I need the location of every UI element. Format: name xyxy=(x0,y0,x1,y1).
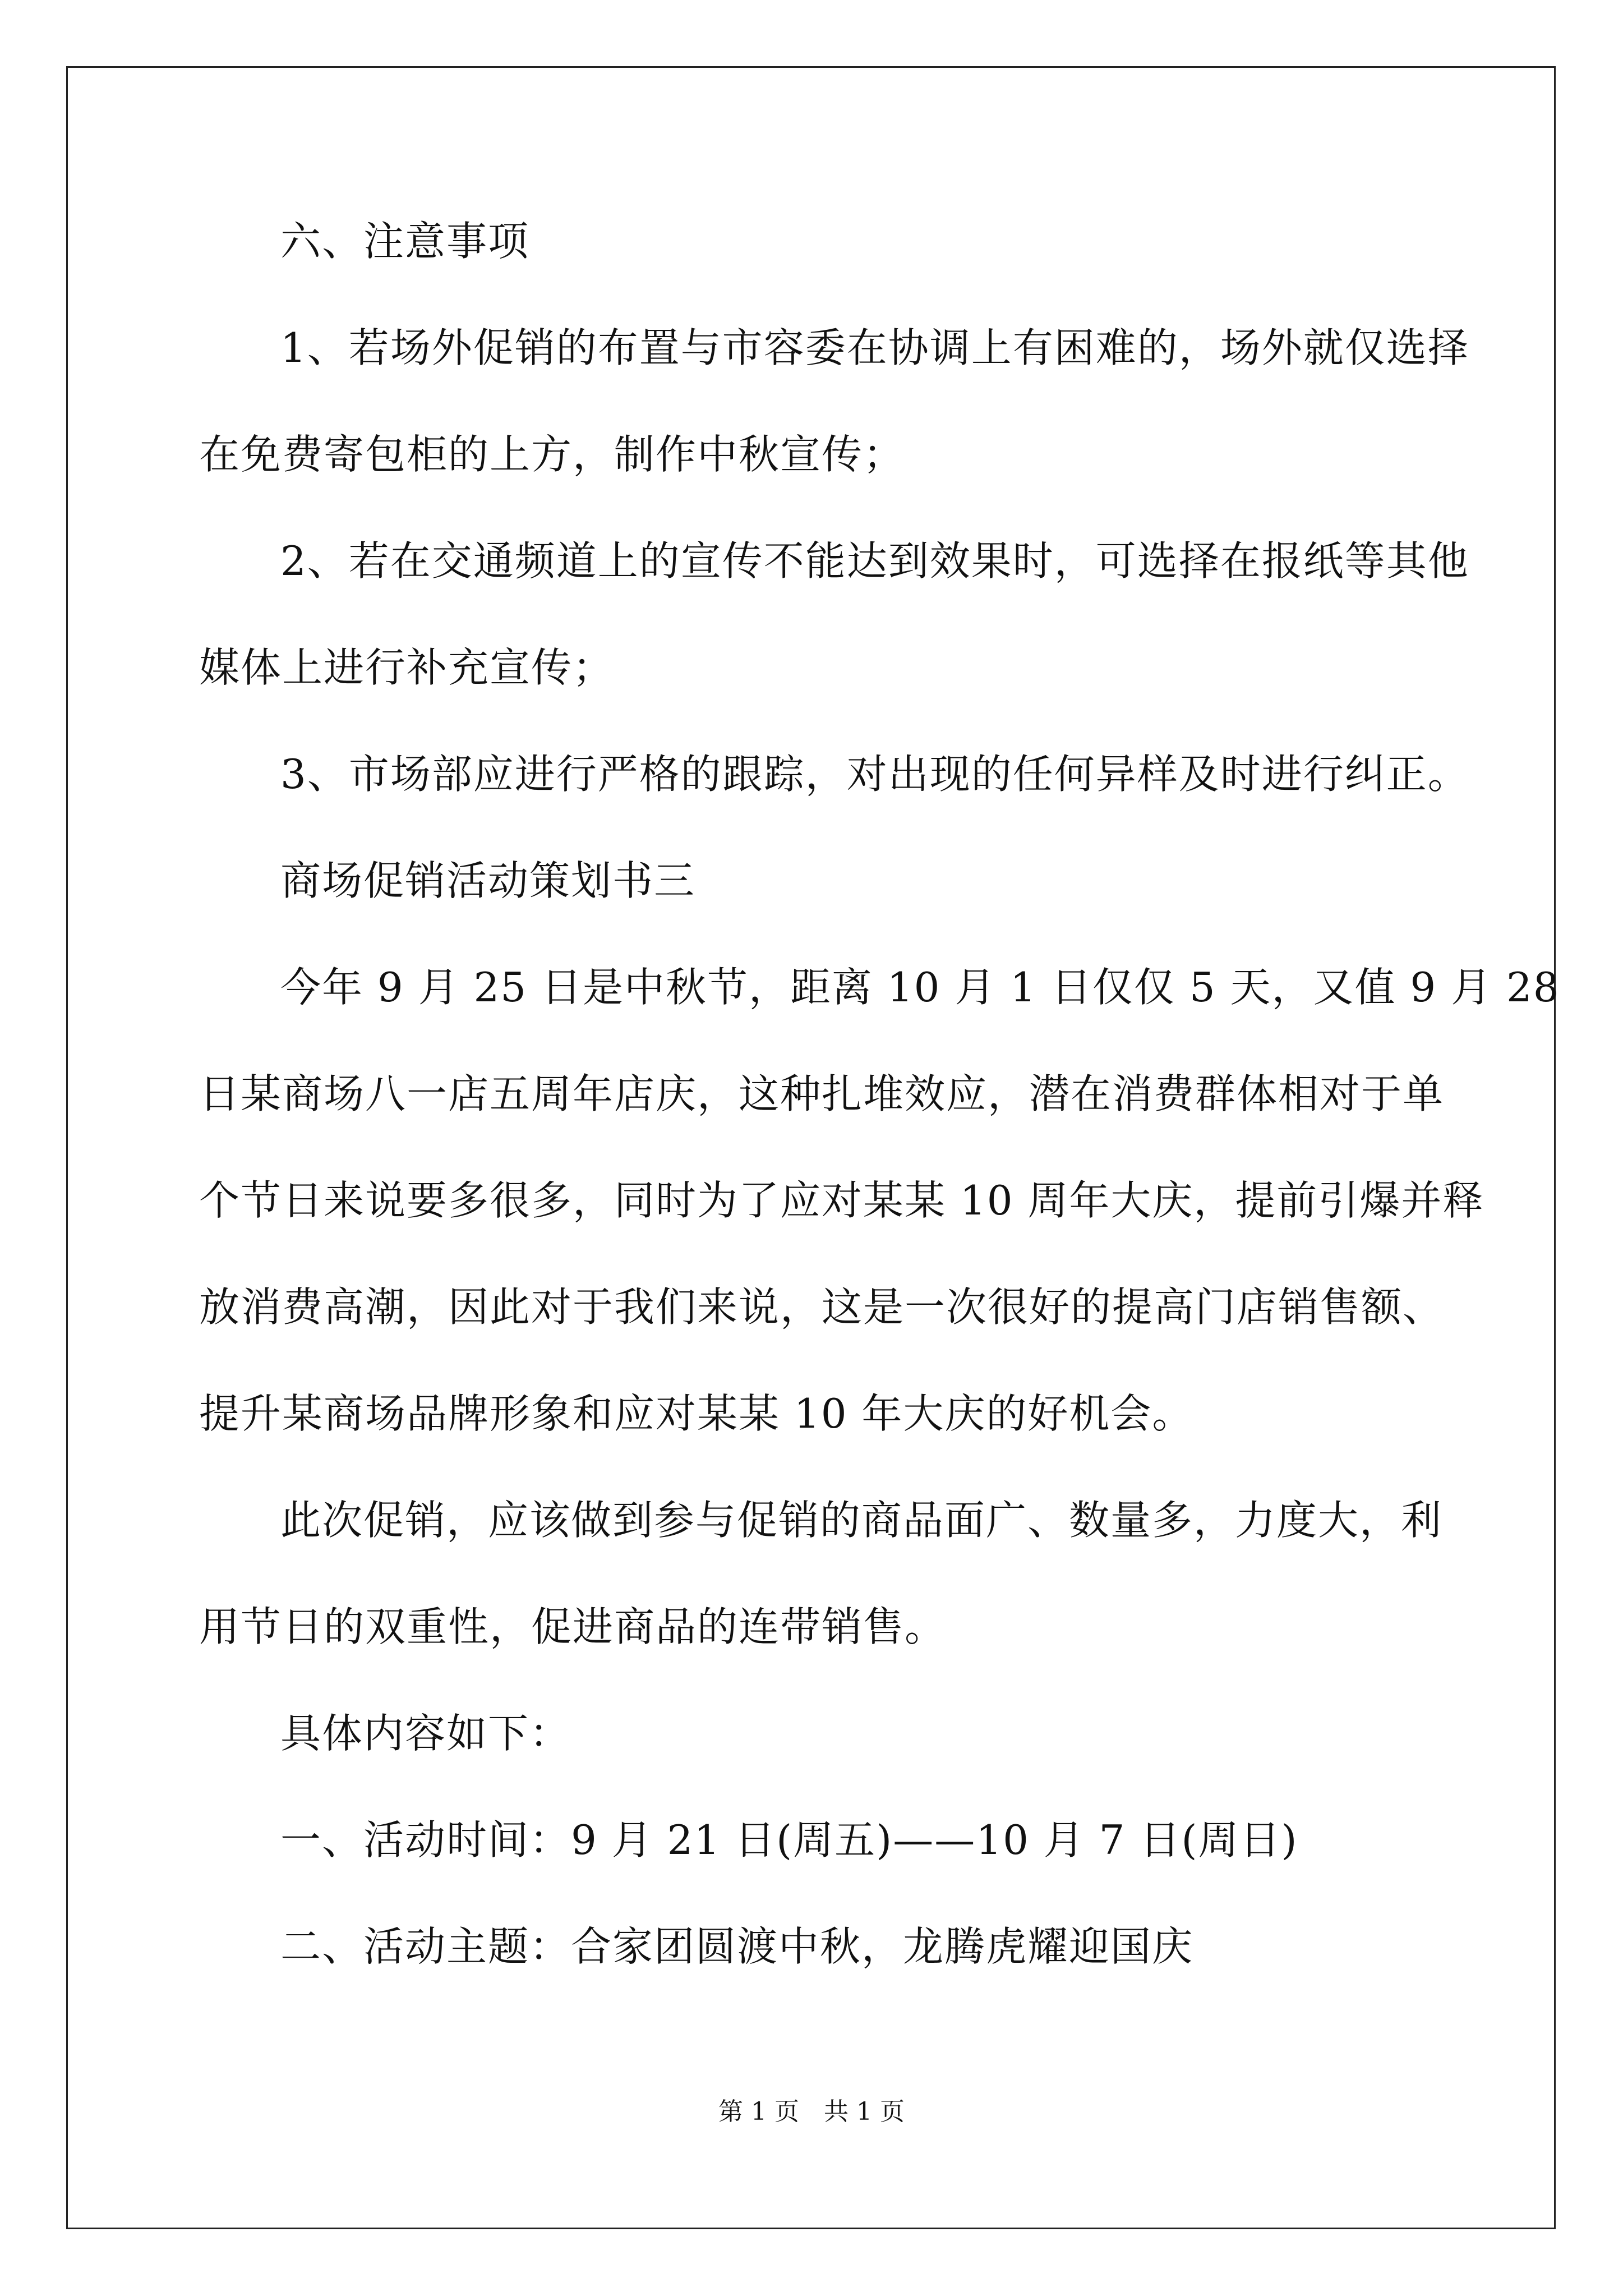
page-border xyxy=(66,66,1556,2229)
paragraph-line: 1、若场外促销的布置与市容委在协调上有困难的，场外就仅选择 xyxy=(280,324,1469,371)
paragraph-line: 用节日的双重性，促进商品的连带销售。 xyxy=(199,1603,947,1650)
page-footer: 第 1 页 共 1 页 xyxy=(718,2097,905,2126)
paragraph-line: 此次促销，应该做到参与促销的商品面广、数量多，力度大，利 xyxy=(280,1497,1443,1544)
section-heading-notes: 六、注意事项 xyxy=(280,218,530,265)
section-heading-plan-three: 商场促销活动策划书三 xyxy=(280,857,696,904)
paragraph-line: 放消费高潮，因此对于我们来说，这是一次很好的提高门店销售额、 xyxy=(199,1283,1445,1331)
paragraph-line: 在免费寄包柜的上方，制作中秋宣传； xyxy=(199,431,905,478)
paragraph-line: 具体内容如下： xyxy=(280,1710,571,1757)
paragraph-line: 个节日来说要多很多，同时为了应对某某 10 周年大庆，提前引爆并释 xyxy=(199,1177,1484,1224)
paragraph-line: 一、活动时间：9 月 21 日(周五)——10 月 7 日(周日) xyxy=(280,1816,1298,1864)
paragraph-line: 3、市场部应进行严格的跟踪，对出现的任何异样及时进行纠正。 xyxy=(280,751,1469,798)
paragraph-line: 2、若在交通频道上的宣传不能达到效果时，可选择在报纸等其他 xyxy=(280,537,1469,585)
paragraph-line: 提升某商场品牌形象和应对某某 10 年大庆的好机会。 xyxy=(199,1390,1194,1437)
paragraph-line: 媒体上进行补充宣传； xyxy=(199,644,615,691)
paragraph-line: 二、活动主题：合家团圆渡中秋，龙腾虎耀迎国庆 xyxy=(280,1923,1194,1970)
paragraph-line: 日某商场八一店五周年店庆，这种扎堆效应，潜在消费群体相对于单 xyxy=(199,1070,1445,1117)
paragraph-line: 今年 9 月 25 日是中秋节，距离 10 月 1 日仅仅 5 天，又值 9 月 28 xyxy=(280,964,1560,1011)
